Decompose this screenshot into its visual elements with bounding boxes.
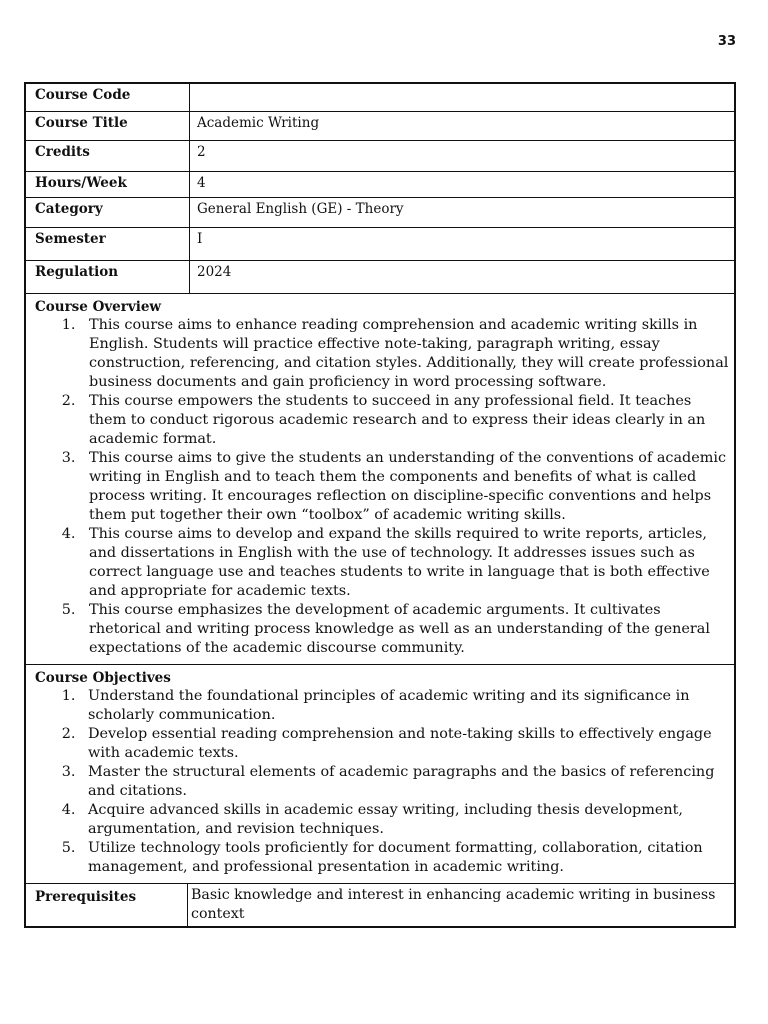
overview-item: 3. This course aims to give the students an understanding of the conventions of academic writing in English and to teach them the components and benefits of what is called process writing. It encourages reflection on discipline-specific conventions and helps them put together their own “toolbox” of academic writing skills. bbox=[80, 449, 730, 525]
hours-week-value: 4 bbox=[197, 175, 206, 191]
page-number: 33 bbox=[717, 34, 736, 49]
overview-item: 5. This course emphasizes the development of academic arguments. It cultivates rhetorical and writing process knowledge as well as an understanding of the general expectations of the academic discourse community. bbox=[80, 601, 730, 658]
overview-item: 2. This course empowers the students to succeed in any professional field. It teaches them to conduct rigorous academic research and to express their ideas clearly in an academic format. bbox=[80, 392, 730, 449]
course-code-label: Course Code bbox=[26, 84, 190, 111]
overview-item: 1. This course aims to enhance reading comprehension and academic writing skills in English. Students will practice effective note-taking, paragraph writing, essay construction, referencing, and citation styles. Additionally, they will create professional business documents and gain proficiency in word processing software. bbox=[80, 316, 730, 392]
objective-item: 1. Understand the foundational principles of academic writing and its significance in scholarly communication. bbox=[80, 687, 730, 725]
category-value: General English (GE) - Theory bbox=[197, 201, 404, 217]
course-objectives-list bbox=[35, 687, 730, 877]
objective-item: 2. Develop essential reading comprehension and note-taking skills to effectively engage with academic texts. bbox=[80, 725, 730, 763]
prerequisites-value: Basic knowledge and interest in enhancing academic writing in business context bbox=[191, 887, 716, 922]
objective-item: 5. Utilize technology tools proficiently for document formatting, collaboration, citation management, and professional presentation in academic writing. bbox=[80, 839, 730, 877]
credits-label: Credits bbox=[26, 141, 190, 171]
regulation-value: 2024 bbox=[197, 264, 232, 280]
course-title-value: Academic Writing bbox=[197, 115, 320, 131]
course-overview-section bbox=[26, 294, 734, 665]
row-course-code bbox=[26, 84, 734, 112]
course-objectives-section bbox=[26, 665, 734, 884]
course-code-value bbox=[190, 84, 734, 111]
row-hours-week bbox=[26, 172, 734, 198]
row-course-title bbox=[26, 112, 734, 141]
row-regulation bbox=[26, 261, 734, 294]
row-credits bbox=[26, 141, 734, 172]
semester-label: Semester bbox=[26, 228, 190, 260]
row-prerequisites bbox=[26, 884, 734, 926]
hours-week-label: Hours/Week bbox=[26, 172, 190, 197]
objective-item: 3. Master the structural elements of academic paragraphs and the basics of referencing and citations. bbox=[80, 763, 730, 801]
course-overview-title: Course Overview bbox=[35, 299, 162, 315]
objective-item: 4. Acquire advanced skills in academic essay writing, including thesis development, argumentation, and revision techniques. bbox=[80, 801, 730, 839]
prerequisites-label: Prerequisites bbox=[26, 884, 188, 926]
overview-item: 4. This course aims to develop and expand the skills required to write reports, articles, and dissertations in English with the use of technology. It addresses issues such as correct language use and teaches students to write in language that is both effective and appropriate for academic texts. bbox=[80, 525, 730, 601]
row-category bbox=[26, 198, 734, 228]
credits-value: 2 bbox=[197, 144, 206, 160]
course-objectives-title: Course Objectives bbox=[35, 670, 171, 686]
course-overview-list bbox=[35, 316, 730, 658]
semester-value: I bbox=[197, 231, 203, 247]
regulation-label: Regulation bbox=[26, 261, 190, 293]
category-label: Category bbox=[26, 198, 190, 227]
row-semester bbox=[26, 228, 734, 261]
course-syllabus-table bbox=[24, 82, 736, 928]
course-title-label: Course Title bbox=[26, 112, 190, 140]
